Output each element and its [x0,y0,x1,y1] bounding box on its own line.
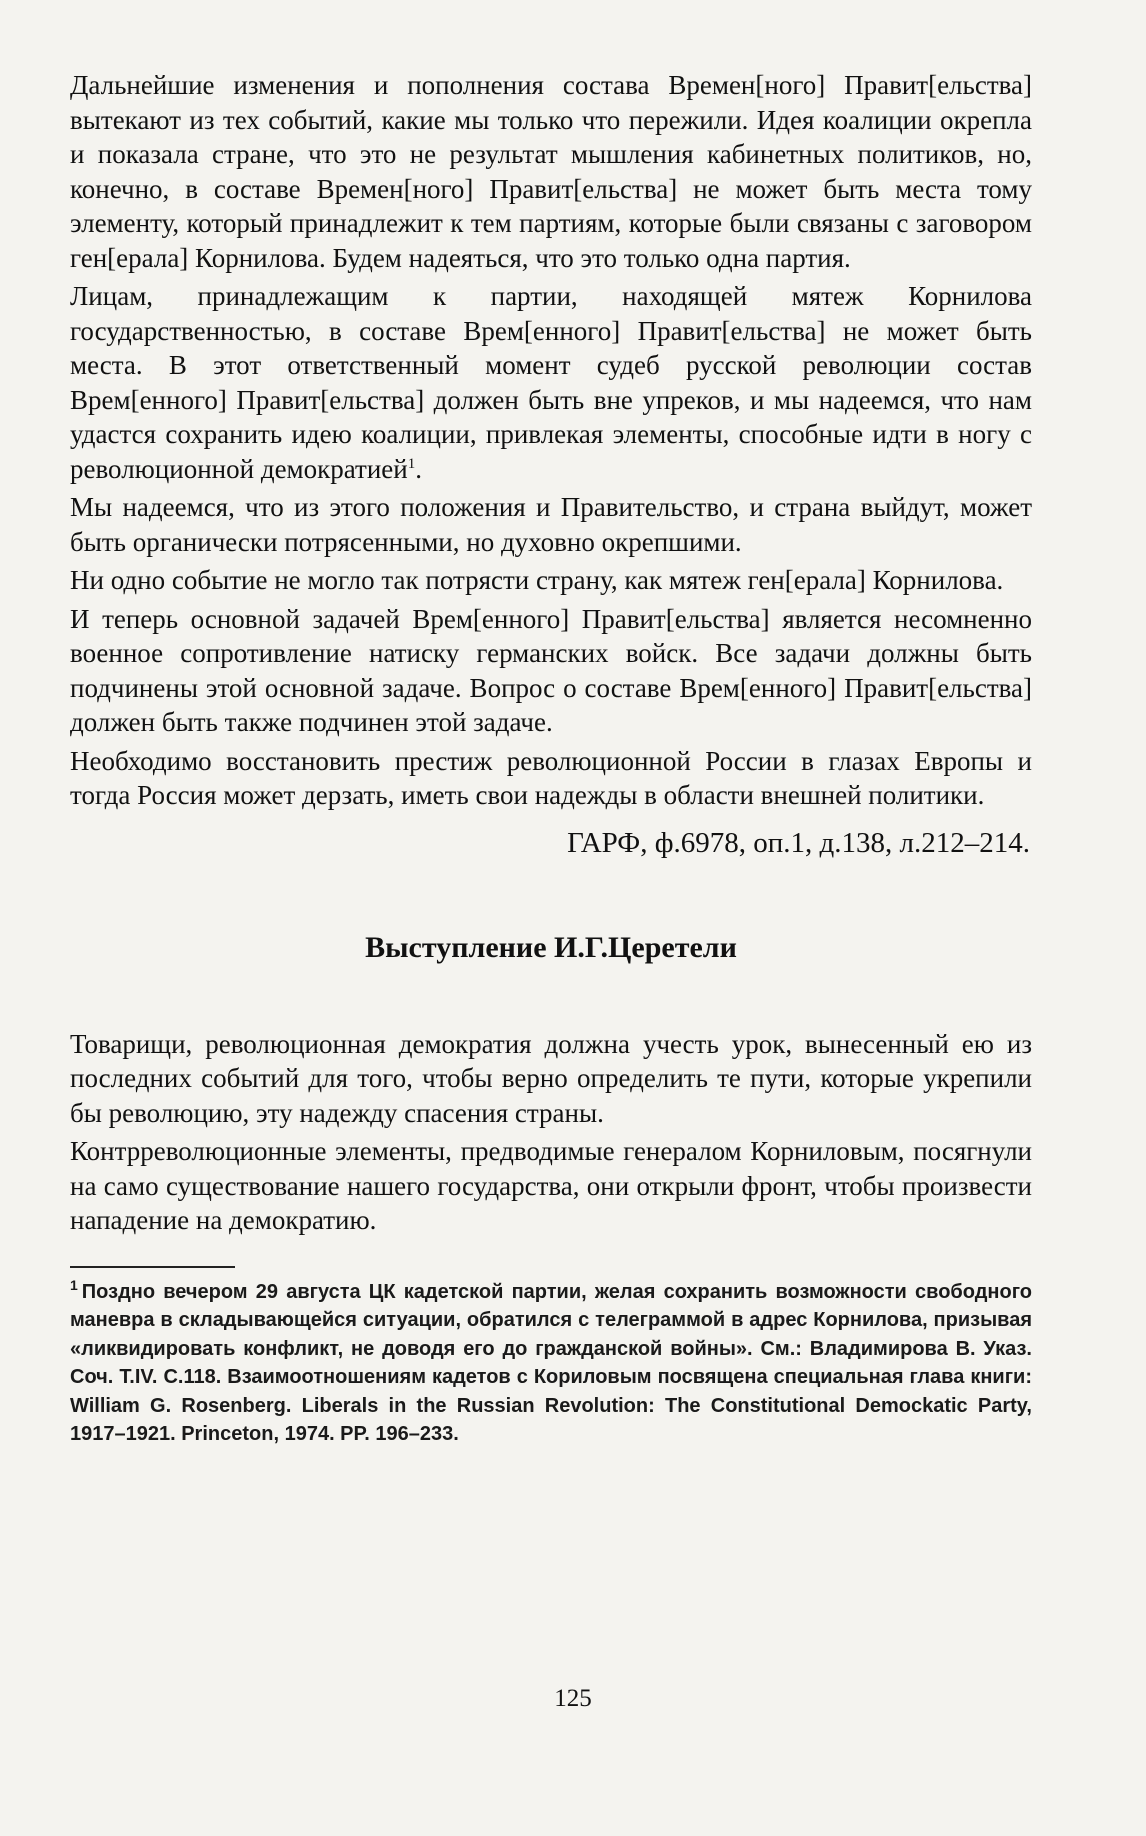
footnote-number: 1 [70,1276,78,1293]
paragraph-2: Лицам, принадлежащим к партии, находящей мятеж Корнилова государственностью, в составе Врем[енного] Правит[ельства] не может быть места. В этот ответственный момент судеб русской революции состав Врем[енного] Правит[ельства] должен быть вне упреков, и мы надеемся, что нам удастся сохранить идею коалиции, привлекая элементы, способные идти в ногу с революционной демократией$^1$. [70,281,1032,484]
footnote-text-part2: Указ. Соч. Т.IV. С.118. Взаимоотношениям кадетов с Кориловым посвящена специальная глава книги: [70,1337,1032,1388]
paragraph-6: Необходимо восстановить престиж революционной России в глазах Европы и тогда Россия может дерзать, иметь свои надежды в области внешней политики. [70,745,1032,810]
paragraph-1: Дальнейшие изменения и пополнения состава Времен[ного] Правит[ельства] вытекают из тех событий, какие мы только что пережили. Идея коалиции окрепла и показала стране, что это не результат мышления кабинетных политиков, но, конечно, в составе Времен[ного] Правит[ельства] не может быть места тому элементу, который принадлежит к тем партиям, которые были связаны с заговором ген[ерала] Корнилова. Будем надеяться, что это только одна партия. [70,70,1032,273]
footnote-text-part1: Поздно вечером 29 августа ЦК кадетской партии, желая сохранить возможности свободного маневра в складывающейся ситуации, обратился с телеграммой в адрес Корнилова, призывая «ликвидировать конфликт, не доводя его до гражданской войны». См.: [70,1280,1032,1360]
footnote-author-1: Владимирова В. [809,1337,976,1360]
footnote-1 [70,1278,1032,1449]
archive-source-citation: ГАРФ, ф.6978, оп.1, д.138, л.212–214. [567,826,1030,859]
paragraph-5: И теперь основной задачей Врем[енного] Правит[ельства] является несомненно военное сопротивление натиску германских войск. Все задачи должны быть подчинены этой основной задаче. Вопрос о составе Врем[енного] Правит[ельства] должен быть также подчинен этой задаче. [70,603,1032,737]
paragraph-3: Мы надеемся, что из этого положения и Правительство, и страна выйдут, может быть органически потрясенными, но духовно окрепшими. [70,492,1032,557]
paragraph-4: Ни одно событие не могло так потрясти страну, как мятеж ген[ерала] Корнилова. [70,565,1004,595]
speech-paragraph-2: Контрреволюционные элементы, предводимые генералом Корниловым, посягнули на само существование нашего государства, они открыли фронт, чтобы произвести нападение на демократию. [70,1136,1032,1235]
main-text-block [70,68,1032,1449]
footnote-reference-1: 1 [407,455,416,472]
footnote-divider [70,1266,235,1268]
footnote-author-2: William G. Rosenberg [70,1394,286,1417]
section-heading: Выступление И.Г.Церетели [365,930,737,964]
page-number: 125 [554,1685,592,1712]
footnote-text-part3: . Liberals in the Russian Revolution: The Constitutional Demockatic Party, 1917–1921. Princeton, 1974. PP. 196–233. [70,1394,1032,1445]
speech-paragraph-1: Товарищи, революционная демократия должна учесть урок, вынесенный ею из последних событий для того, чтобы верно определить те пути, которые укрепили бы революцию, эту надежду спасения страны. [70,1028,1032,1128]
paragraph-2-text: Лицам, принадлежащим к партии, находящей мятеж Корнилова государственностью, в составе Врем[енного] Правит[ельства] не может быть места. В этот ответственный момент судеб русской революции состав Врем[енного] Правит[ельства] должен быть вне упреков, и мы надеемся, что нам удастся сохранить идею коалиции, привлекая элементы, способные идти в ногу с революционной демократией [70,281,1032,484]
